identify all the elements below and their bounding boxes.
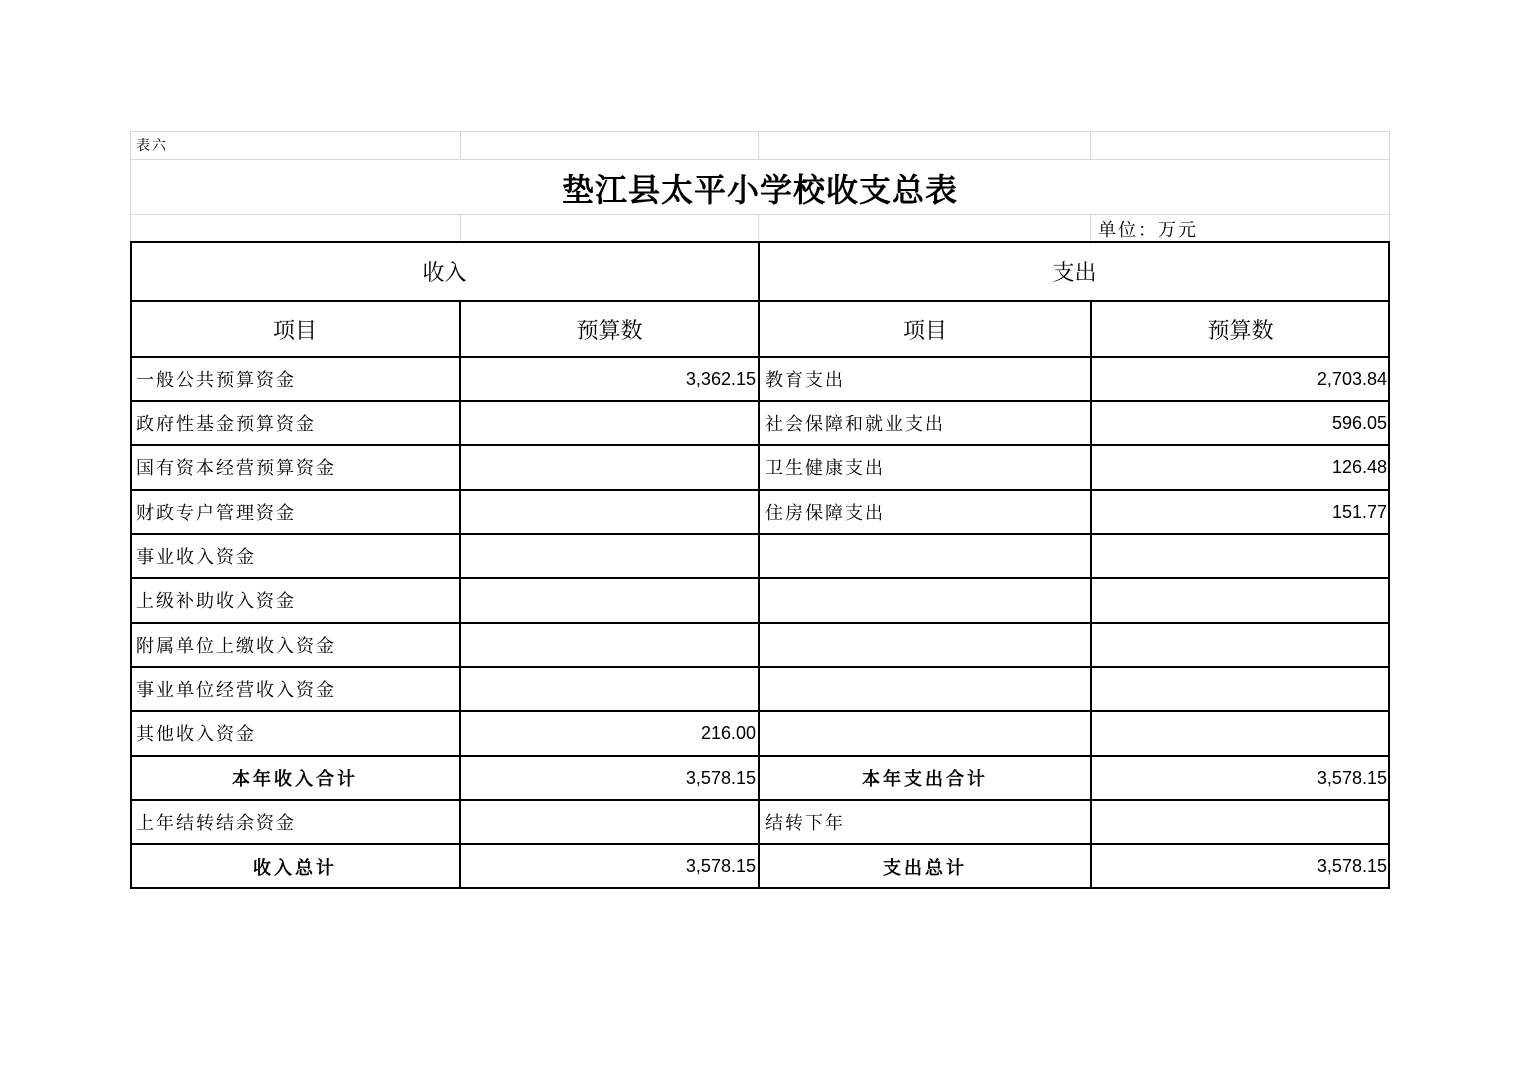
page-title: 垫江县太平小学校收支总表	[561, 171, 958, 209]
expense-carryover-amount	[1091, 800, 1390, 844]
table-border	[459, 301, 461, 889]
expense-carryover-label: 结转下年	[765, 813, 845, 834]
income-grand-total-amount: 3,578.15	[685, 856, 756, 876]
expense-item-cell	[759, 534, 1091, 578]
gridline	[460, 214, 461, 241]
table-border	[130, 843, 1390, 845]
income-item-cell: 事业收入资金	[136, 547, 256, 568]
table-border	[130, 241, 1390, 243]
table-border	[130, 710, 1390, 712]
table-border	[130, 356, 1390, 358]
expense-amount-cell	[1091, 667, 1390, 711]
gridline	[1090, 131, 1091, 159]
income-item-cell: 国有资本经营预算资金	[136, 458, 336, 479]
table-border	[130, 400, 1390, 402]
income-carryover-amount	[460, 800, 759, 844]
expense-item-column-header: 项目	[902, 318, 947, 344]
expense-item-cell: 卫生健康支出	[765, 458, 885, 479]
table-border	[130, 799, 1390, 801]
expense-item-cell	[759, 578, 1091, 622]
income-amount-cell	[460, 534, 759, 578]
income-amount-cell	[460, 623, 759, 667]
expense-item-cell: 住房保障支出	[765, 503, 885, 524]
table-border	[130, 489, 1390, 491]
expense-item-cell	[759, 711, 1091, 755]
gridline	[758, 131, 759, 159]
table-number-label: 表六	[136, 138, 168, 154]
income-item-cell: 上级补助收入资金	[136, 591, 296, 612]
expense-grand-total-amount: 3,578.15	[1316, 856, 1387, 876]
income-item-cell: 其他收入资金	[136, 724, 256, 745]
expense-item-cell: 社会保障和就业支出	[765, 414, 945, 435]
income-item-cell: 一般公共预算资金	[136, 370, 296, 391]
expense-amount-cell: 596.05	[1331, 412, 1387, 433]
expense-amount-cell	[1091, 578, 1390, 622]
expense-amount-cell: 126.48	[1331, 456, 1387, 477]
expense-amount-cell	[1091, 711, 1390, 755]
expense-amount-cell: 2,703.84	[1316, 368, 1387, 389]
income-amount-cell	[460, 667, 759, 711]
table-border	[130, 533, 1390, 535]
income-item-cell: 附属单位上缴收入资金	[136, 636, 336, 657]
table-border	[130, 241, 132, 889]
income-amount-cell	[460, 445, 759, 489]
expense-grand-total-label: 支出总计	[883, 857, 967, 879]
expense-amount-cell	[1091, 623, 1390, 667]
expense-budget-column-header: 预算数	[1207, 318, 1274, 344]
budget-summary-table	[130, 241, 1390, 889]
table-border	[130, 755, 1390, 757]
expense-amount-cell: 151.77	[1331, 501, 1387, 522]
expense-item-cell: 教育支出	[765, 370, 845, 391]
expense-year-total-amount: 3,578.15	[1316, 767, 1387, 788]
income-item-cell: 事业单位经营收入资金	[136, 680, 336, 701]
income-item-column-header: 项目	[272, 318, 317, 344]
gridline	[758, 214, 759, 241]
income-budget-column-header: 预算数	[576, 318, 643, 344]
table-border	[130, 444, 1390, 446]
table-border	[1388, 241, 1390, 889]
gridline	[130, 159, 1390, 160]
table-border	[758, 241, 760, 889]
unit-label: 单位：万元	[1098, 220, 1198, 241]
income-section-header: 收入	[422, 260, 467, 286]
gridline	[1090, 214, 1091, 241]
table-border	[1090, 301, 1092, 889]
income-year-total-amount: 3,578.15	[685, 767, 756, 788]
expense-year-total-label: 本年支出合计	[862, 769, 988, 790]
income-item-cell: 财政专户管理资金	[136, 503, 296, 524]
gridline	[460, 131, 461, 159]
expense-item-cell	[759, 667, 1091, 711]
income-amount-cell	[460, 490, 759, 534]
table-border	[130, 666, 1390, 668]
gridline	[130, 131, 1390, 132]
table-border	[130, 622, 1390, 624]
table-border	[130, 887, 1390, 889]
income-amount-cell	[460, 401, 759, 445]
expense-amount-cell	[1091, 534, 1390, 578]
spreadsheet-page	[130, 131, 1390, 889]
income-amount-cell	[460, 578, 759, 622]
income-grand-total-label: 收入总计	[253, 857, 337, 879]
expense-section-header: 支出	[1052, 260, 1097, 286]
income-carryover-label: 上年结转结余资金	[136, 813, 296, 834]
expense-item-cell	[759, 623, 1091, 667]
income-year-total-label: 本年收入合计	[232, 769, 358, 790]
table-border	[130, 577, 1390, 579]
income-item-cell: 政府性基金预算资金	[136, 414, 316, 435]
income-amount-cell: 3,362.15	[685, 368, 756, 389]
income-amount-cell: 216.00	[700, 722, 756, 743]
table-border	[130, 300, 1390, 302]
